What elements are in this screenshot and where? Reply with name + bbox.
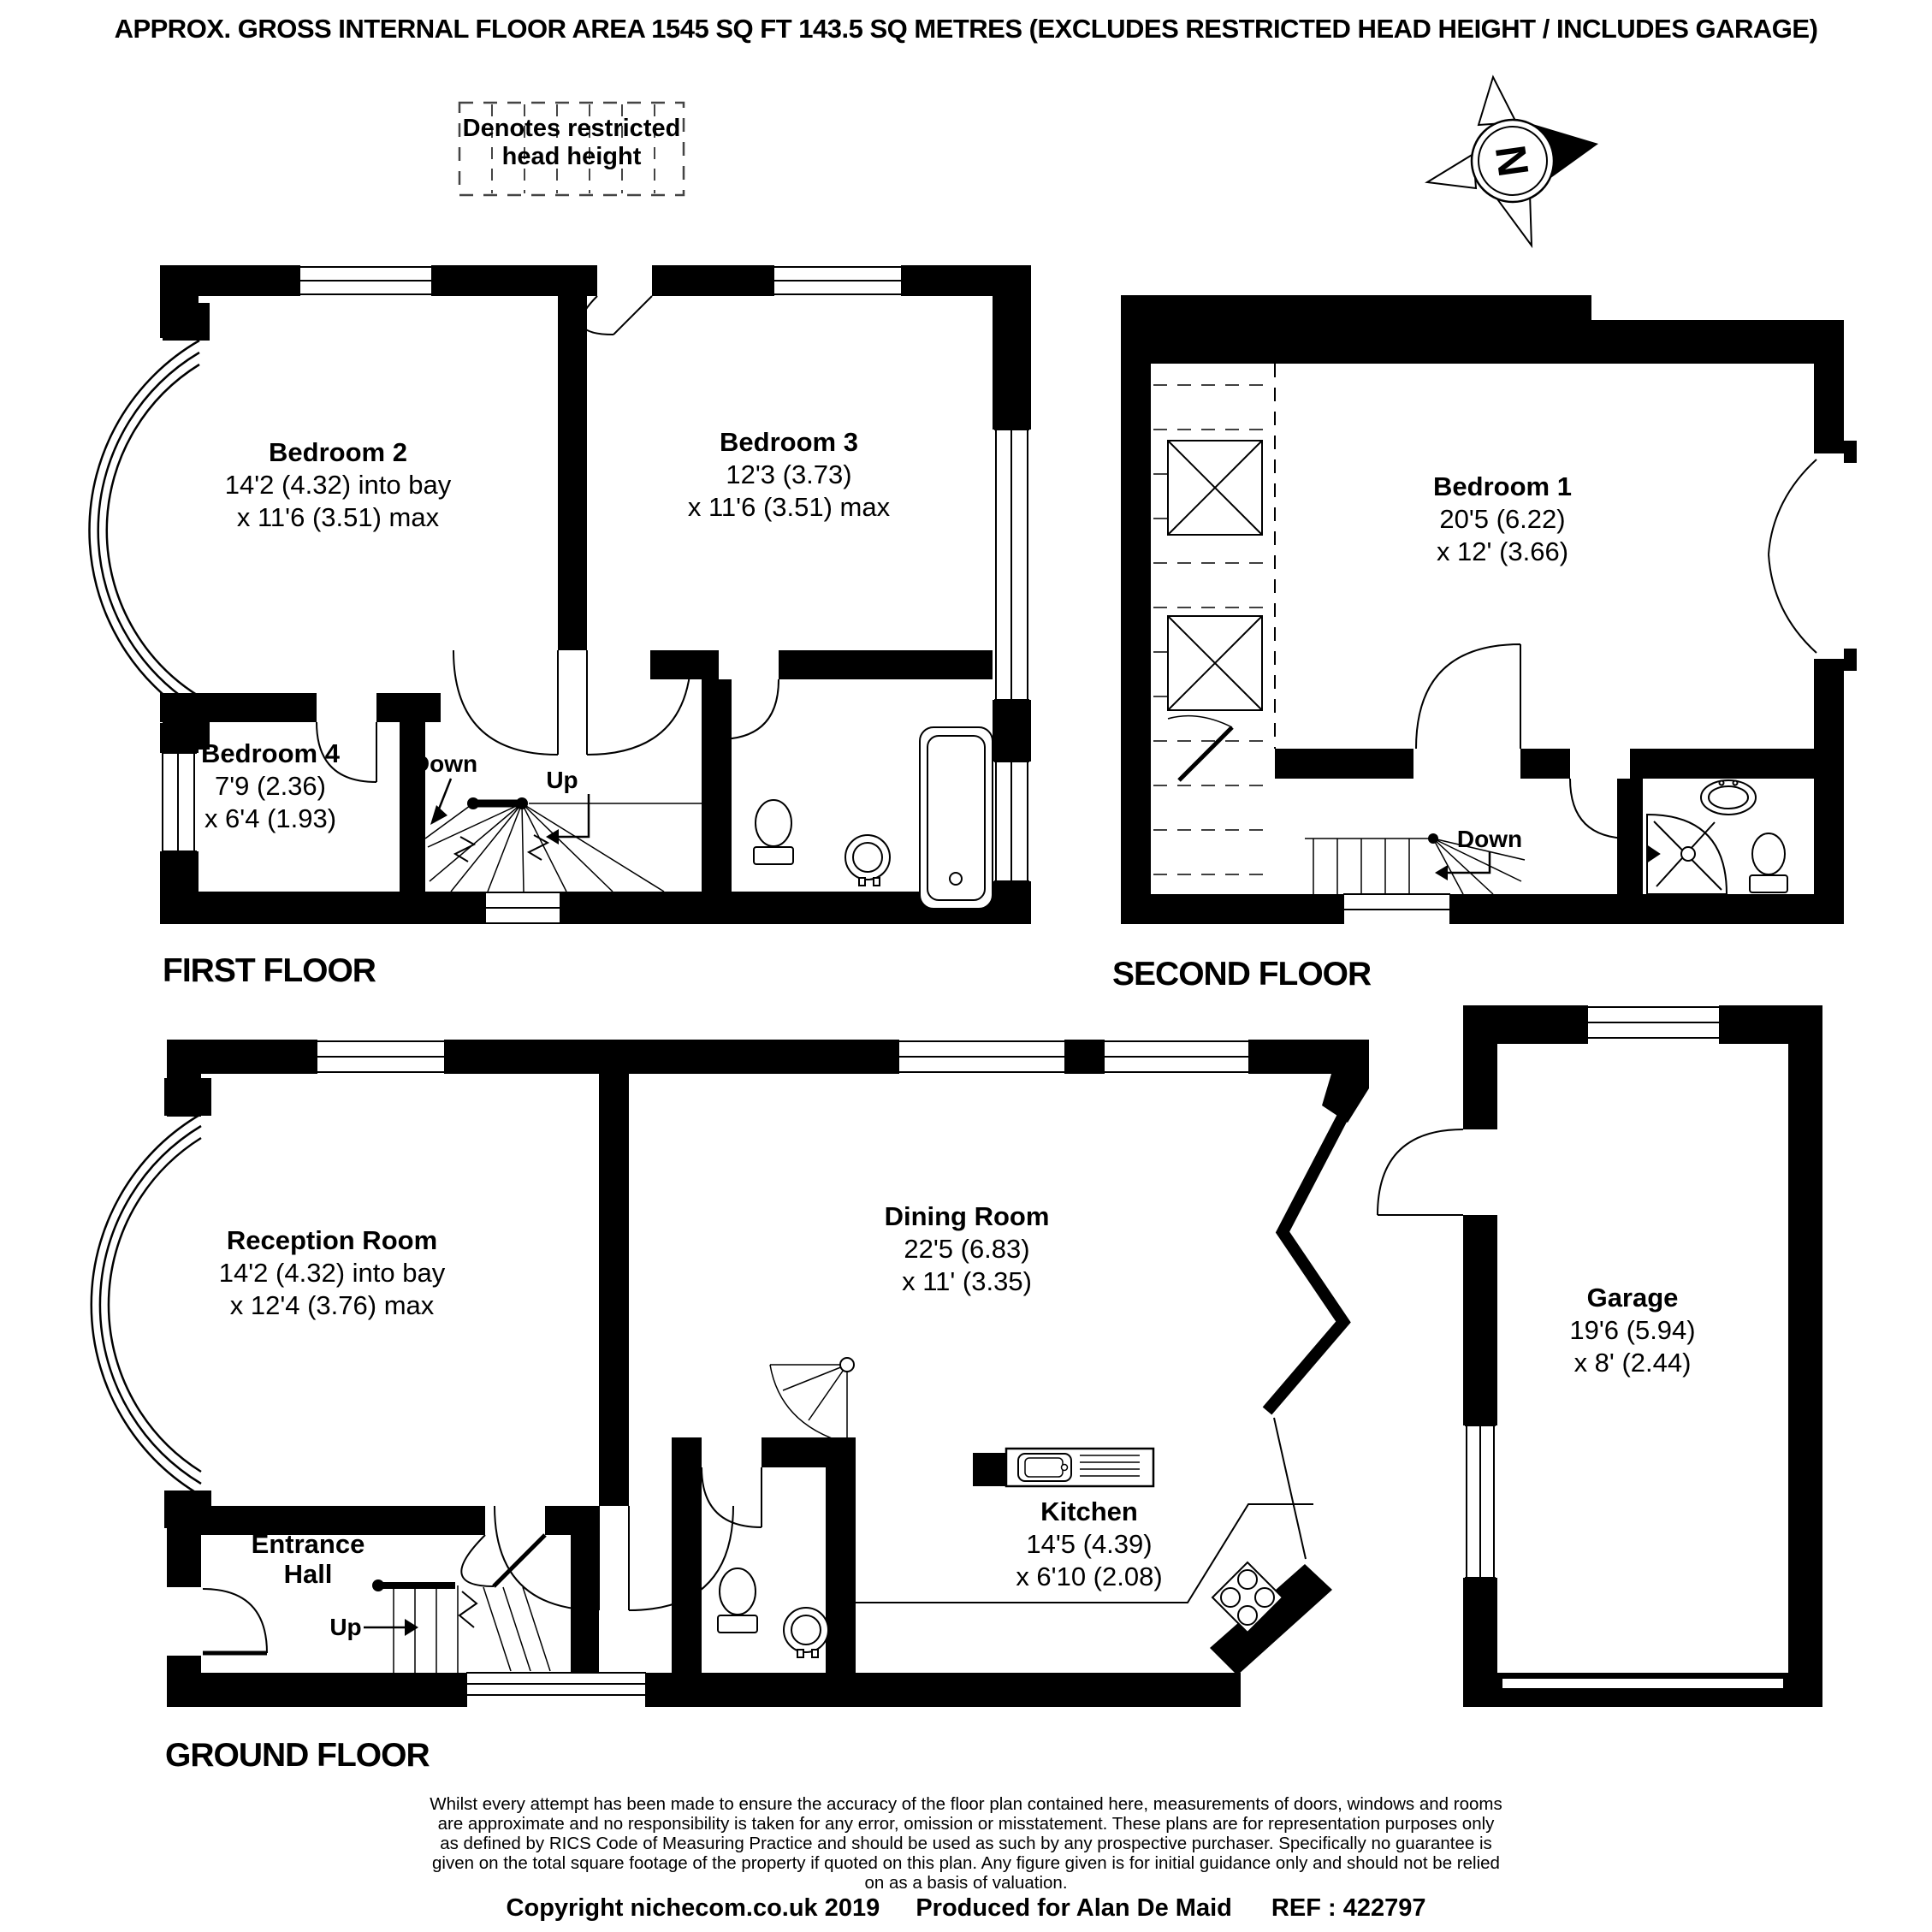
room-label-entrance-hall: Entrance Hall <box>251 1529 365 1589</box>
room-label-garage: Garage 19'6 (5.94) x 8' (2.44) <box>1569 1283 1696 1378</box>
room-label-bedroom4: Bedroom 4 7'9 (2.36) x 6'4 (1.93) <box>201 738 340 833</box>
down-arrow-icon <box>1435 865 1448 880</box>
compass-north-letter: N <box>1485 142 1538 180</box>
wc-fixtures <box>718 1568 828 1657</box>
ground-floor-caption: GROUND FLOOR <box>165 1737 430 1774</box>
stairs-down-label-second: Down <box>1456 826 1523 852</box>
room-label-bedroom1: Bedroom 1 20'5 (6.22) x 12' (3.66) <box>1433 471 1572 566</box>
garage-door-icon <box>1378 1129 1463 1215</box>
page-title: APPROX. GROSS INTERNAL FLOOR AREA 1545 SQ FT 143.5 SQ METRES (EXCLUDES RESTRICTED HEAD HEIGHT / INCLUDES GARAGE) <box>114 14 1818 44</box>
second-floor-bathroom-fixtures <box>1647 780 1787 894</box>
first-floor-bathroom-fixtures <box>754 727 993 909</box>
first-floor-stairs <box>425 779 702 892</box>
compass-icon <box>1403 51 1617 261</box>
second-floor-caption: SECOND FLOOR <box>1112 956 1372 993</box>
disclaimer-text: Whilst every attempt has been made to ensure the accuracy of the floor plan contained here, measurements of doors, windows and rooms are approximate and no responsibility is taken for any error, omission or misstatement. These plans are for representation purposes only as defined by RICS Code of Measuring Practice and should be used as such by any prospective purchaser. Specifically no guarantee is given on the total square footage of the property if quoted on this plan. Any figure given is for initial guidance only and should not be relied on as a basis of valuation. <box>430 1794 1502 1893</box>
room-label-dining: Dining Room 22'5 (6.83) x 11' (3.35) <box>884 1201 1050 1296</box>
toilet-icon <box>720 1568 756 1615</box>
up-arrow-icon <box>405 1619 418 1636</box>
stairs-up-label: Up <box>546 767 578 793</box>
toilet-icon <box>756 800 791 846</box>
cellar-fan <box>770 1358 854 1443</box>
room-label-bedroom2: Bedroom 2 14'2 (4.32) into bay x 11'6 (3.51) max <box>224 437 452 532</box>
front-door-icon <box>203 1589 267 1653</box>
bifold-opening <box>1267 1112 1345 1411</box>
first-floor-plan <box>34 248 1035 941</box>
double-door-icon <box>1769 459 1816 653</box>
garage-threshold <box>1502 1678 1784 1689</box>
toilet-icon <box>1752 833 1785 874</box>
first-floor-caption: FIRST FLOOR <box>163 952 376 989</box>
room-label-reception: Reception Room 14'2 (4.32) into bay x 12'4 (3.76) max <box>218 1225 446 1320</box>
ground-floor-stairs <box>364 1579 550 1673</box>
copyright-line <box>0 1894 1932 1923</box>
room-label-kitchen: Kitchen 14'5 (4.39) x 6'10 (2.08) <box>1016 1496 1163 1591</box>
stairs-up-label-ground: Up <box>329 1614 362 1640</box>
copyright-text: Copyright nichecom.co.uk 2019 <box>506 1894 880 1922</box>
stairs-down-label: Down <box>412 750 478 777</box>
produced-for-text: Produced for Alan De Maid <box>916 1894 1232 1922</box>
ref-number: REF : 422797 <box>1271 1894 1426 1922</box>
skylight-icons <box>1168 441 1262 710</box>
down-arrow-icon <box>430 805 447 825</box>
legend-label: Denotes restricted head height <box>462 115 681 170</box>
room-label-bedroom3: Bedroom 3 12'3 (3.73) x 11'6 (3.51) max <box>687 427 891 522</box>
